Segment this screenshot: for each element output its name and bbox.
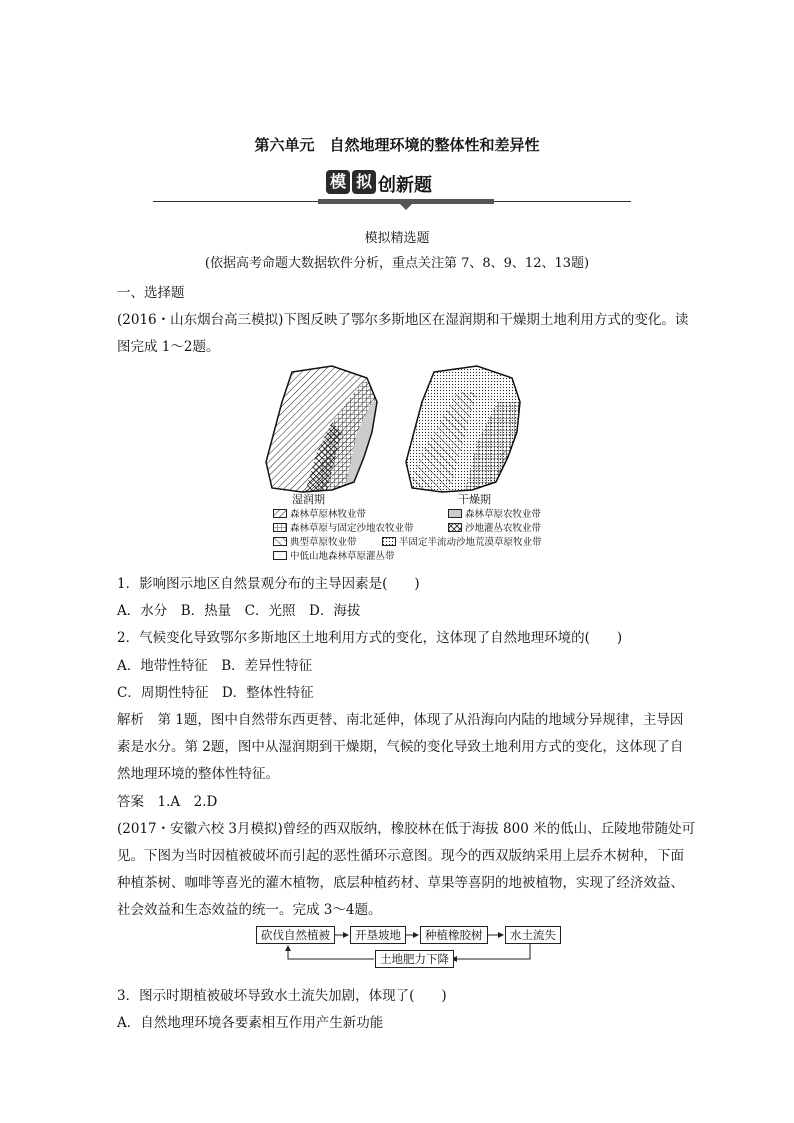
subtitle: 模拟精选题 (364, 231, 430, 246)
intro2-line-2: 见。下图为当时因植被破坏而引起的恶性循环示意图。现今的西双版纳采用上层乔木树种，下面 (117, 848, 684, 864)
legend-swatch-blank (273, 551, 287, 560)
legend-swatch-diag (273, 509, 287, 518)
legend-swatch-diag2 (273, 537, 287, 546)
q1-options: A．水分 B．热量 C．光照 D．海拔 (117, 603, 361, 619)
banner-text: 创新题 (378, 175, 432, 196)
legend-swatch-cross (448, 523, 462, 532)
q3-stem: 3．图示时期植被破坏导致水土流失加剧，体现了( ) (117, 988, 447, 1004)
q3-option-a: A．自然地理环境各要素相互作用产生新功能 (117, 1015, 384, 1031)
label-dry: 干燥期 (458, 493, 491, 506)
legend-item-5: 典型草原牧业带 (273, 534, 357, 548)
label-wet: 湿润期 (292, 493, 325, 506)
q2-options-ab: A．地带性特征 B．差异性特征 (117, 658, 313, 674)
flow-box-soil-erosion: 水土流失 (505, 926, 561, 944)
q2-options-cd: C．周期性特征 D．整体性特征 (117, 685, 314, 701)
analysis-line-2: 素是水分。第 2题，图中从湿润期到干燥期，气候的变化导致土地利用方式的变化，这体现了自 (117, 739, 684, 755)
analysis-line-1: 解析 第 1题，图中自然带东西更替、南北延伸，体现了从沿海向内陆的地域分异规律，主导因 (117, 712, 684, 728)
intro1-line-2: 图完成 1～2题。 (117, 339, 220, 355)
section-heading: 一、选择题 (117, 285, 185, 301)
banner-char-2: 拟 (352, 170, 376, 194)
flow-box-plant-rubber: 种植橡胶树 (420, 926, 488, 944)
legend-swatch-dots (382, 537, 396, 546)
flow-box-fertility-decline: 土地肥力下降 (375, 950, 454, 968)
flow-box-reclaim-slopes: 开垦坡地 (350, 926, 406, 944)
legend-item-2: 森林草原农牧业带 (448, 506, 541, 520)
analysis-line-3: 然地理环境的整体性特征。 (117, 766, 279, 782)
q2-stem: 2．气候变化导致鄂尔多斯地区土地利用方式的变化，这体现了自然地理环境的( ) (117, 630, 623, 646)
page-title: 第六单元 自然地理环境的整体性和差异性 (254, 136, 540, 154)
focus-note: (依据高考命题大数据软件分析，重点关注第 7、8、9、12、13题) (204, 256, 590, 271)
answer-line: 答案 1.A 2.D (117, 794, 218, 810)
legend-item-1: 森林草原林牧业带 (273, 506, 366, 520)
legend-item-4: 沙地灌丛农牧业带 (448, 520, 541, 534)
q1-stem: 1．影响图示地区自然景观分布的主导因素是( ) (117, 576, 420, 592)
intro2-line-4: 社会效益和生态效益的统一。完成 3～4题。 (117, 902, 382, 918)
intro2-line-3: 种植茶树、咖啡等喜光的灌木植物，底层种植药材、草果等喜阴的地被植物，实现了经济效益、 (117, 875, 684, 891)
banner-char-1: 模 (326, 170, 350, 194)
banner-pointer (400, 204, 412, 210)
intro1-line-1: (2016・山东烟台高三模拟)下图反映了鄂尔多斯地区在湿润期和干燥期土地利用方式的变化。读 (117, 312, 689, 328)
legend-item-7: 中低山地森林草原灌丛带 (273, 548, 395, 562)
legend-item-6: 半固定半流动沙地荒漠草原牧业带 (382, 534, 542, 548)
flow-box-deforestation: 砍伐自然植被 (256, 926, 335, 944)
dry-period-map (402, 362, 532, 502)
legend-item-3: 森林草原与固定沙地农牧业带 (273, 520, 414, 534)
intro2-line-1: (2017・安徽六校 3月模拟)曾经的西双版纳，橡胶林在低于海拔 800 米的低山、丘陵地带随处可 (117, 821, 696, 837)
legend-swatch-gray (448, 509, 462, 518)
legend-swatch-grid (273, 523, 287, 532)
